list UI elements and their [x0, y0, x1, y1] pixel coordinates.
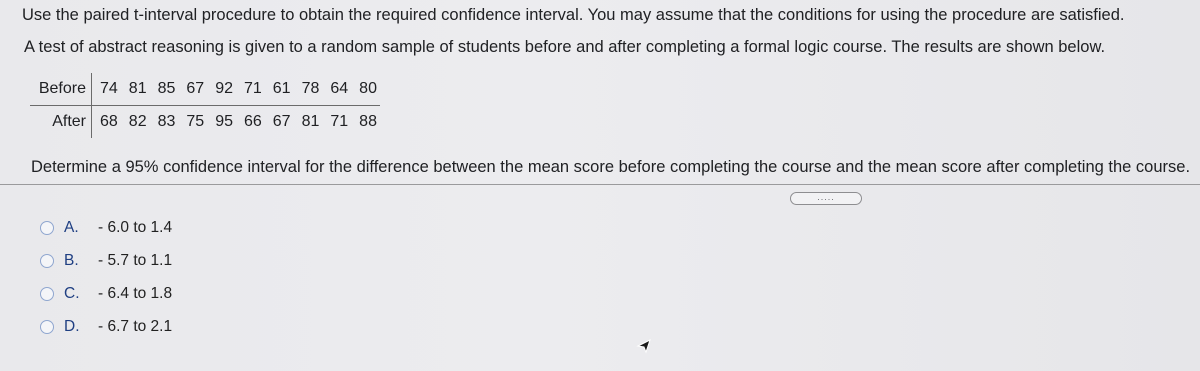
table-cell: 71 [330, 113, 349, 130]
option-letter: D. [64, 317, 80, 335]
table-cell: 81 [121, 73, 150, 106]
table-cell: 85 [150, 73, 179, 106]
option-a[interactable] [40, 211, 172, 244]
question-text: A test of abstract reasoning is given to a random sample of students before and after completing a formal logic course. The results are shown below. [24, 38, 1106, 56]
table-cell: 64 [322, 73, 351, 106]
expand-more-button[interactable]: ..... [790, 192, 862, 205]
option-text: - 6.0 to 1.4 [98, 218, 173, 236]
option-c[interactable] [40, 277, 172, 310]
table-cell: 92 [207, 73, 236, 106]
radio-unselected-icon[interactable] [40, 320, 54, 334]
option-d[interactable] [40, 310, 172, 343]
table-cell: 61 [265, 73, 294, 106]
option-letter: C. [64, 284, 80, 302]
option-text: - 5.7 to 1.1 [98, 251, 173, 269]
table-cell: 88 [359, 113, 377, 130]
table-cell: 68 [100, 113, 118, 130]
table-cell: 82 [128, 113, 147, 130]
answer-options [40, 211, 172, 343]
table-cell: 81 [301, 113, 320, 130]
table-row-after [30, 106, 380, 139]
table-cell: 95 [215, 113, 233, 130]
instruction-text: Use the paired t-interval procedure to obtain the required confidence interval. You may assume that the conditions for using the procedure are satisfied. [22, 6, 1125, 24]
table-cell: 71 [236, 73, 265, 106]
radio-unselected-icon[interactable] [40, 287, 54, 301]
option-b[interactable] [40, 244, 172, 277]
radio-unselected-icon[interactable] [40, 221, 54, 235]
table-cell: 67 [272, 113, 291, 130]
row-label-after: After [30, 106, 92, 139]
table-cell: 83 [157, 113, 176, 130]
row-label-before: Before [30, 73, 92, 106]
option-letter: A. [64, 218, 79, 236]
table-cell: 78 [294, 73, 323, 106]
option-text: - 6.4 to 1.8 [98, 284, 173, 302]
table-cell: 67 [178, 73, 207, 106]
table-cell: 75 [186, 113, 205, 130]
data-table [30, 73, 380, 138]
mouse-pointer-icon [636, 338, 652, 354]
prompt-text: Determine a 95% confidence interval for the difference between the mean score before completing the course and the mean score after completing the course. [31, 158, 1191, 176]
table-cell: 74 [92, 73, 121, 106]
table-cell: 80 [351, 73, 380, 106]
option-text: - 6.7 to 2.1 [98, 317, 173, 335]
table-cell: 66 [243, 113, 262, 130]
section-divider [0, 184, 1200, 185]
radio-unselected-icon[interactable] [40, 254, 54, 268]
option-letter: B. [64, 251, 79, 269]
table-row-before [30, 73, 380, 106]
